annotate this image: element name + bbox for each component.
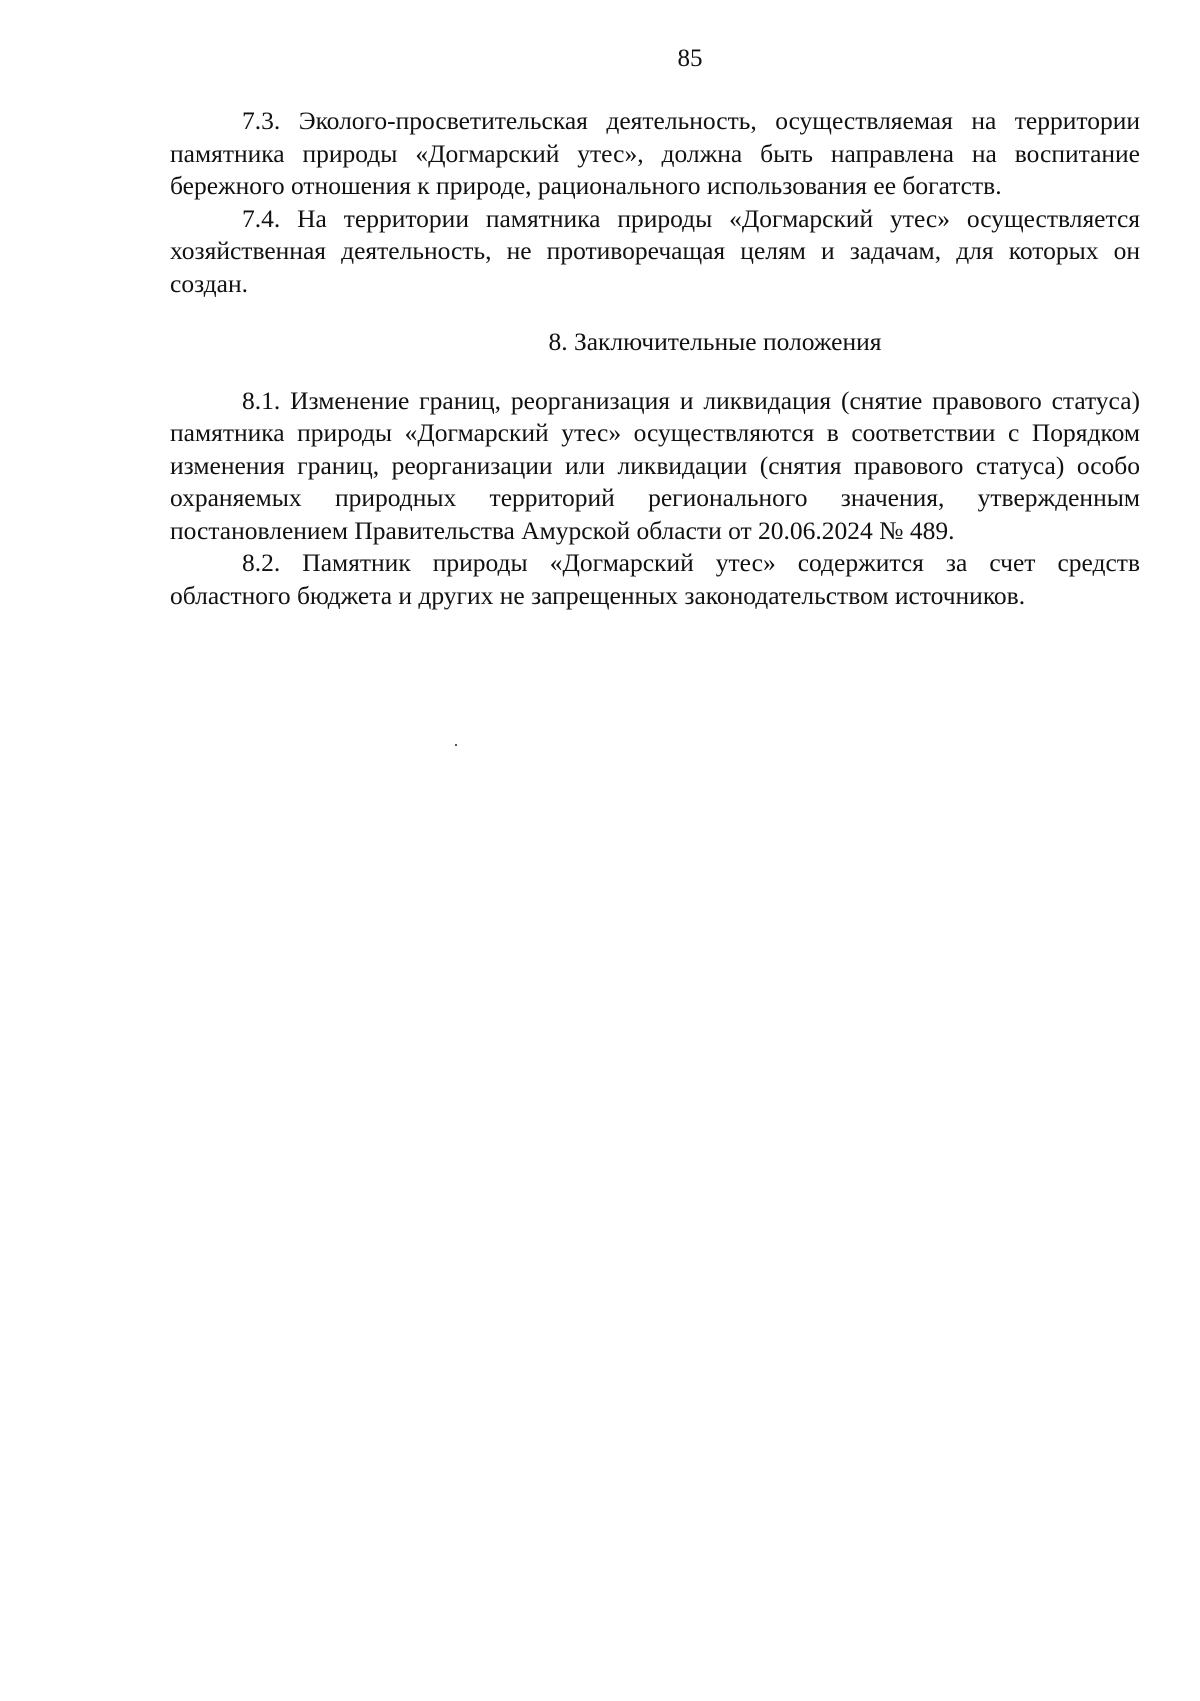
document-body <box>170 105 1140 612</box>
paragraph-7-4: 7.4. На территории памятника природы «Догмарский утес» осуществляется хозяйственная деятельность, не противоречащая целям и задачам, для которых он создан. <box>170 203 1140 298</box>
paragraph-8-2: 8.2. Памятник природы «Догмарский утес» содержится за счет средств областного бюджета и других не запрещенных законодательством источников. <box>170 548 1140 610</box>
paragraph-7-3: 7.3. Эколого-просветительская деятельность, осуществляемая на территории памятника природы «Догмарский утес», должна быть направлена на воспитание бережного отношения к природе, рационального использования ее богатств. <box>170 106 1140 200</box>
section-8-heading: 8. Заключительные положения <box>548 327 882 356</box>
paragraph-8-1: 8.1. Изменение границ, реорганизация и ликвидация (снятие правового статуса) памятника природы «Догмарский утес» осуществляются в соответствии с Порядком изменения границ, реорганизации или ликвидации (снятия правового статуса) особо охраняемых природных территорий регионального значения, утвержденным постановлением Правительства Амурской области от 20.06.2024 № 489. <box>170 385 1140 545</box>
page-number: 85 <box>677 45 703 72</box>
scan-speck <box>455 744 457 746</box>
